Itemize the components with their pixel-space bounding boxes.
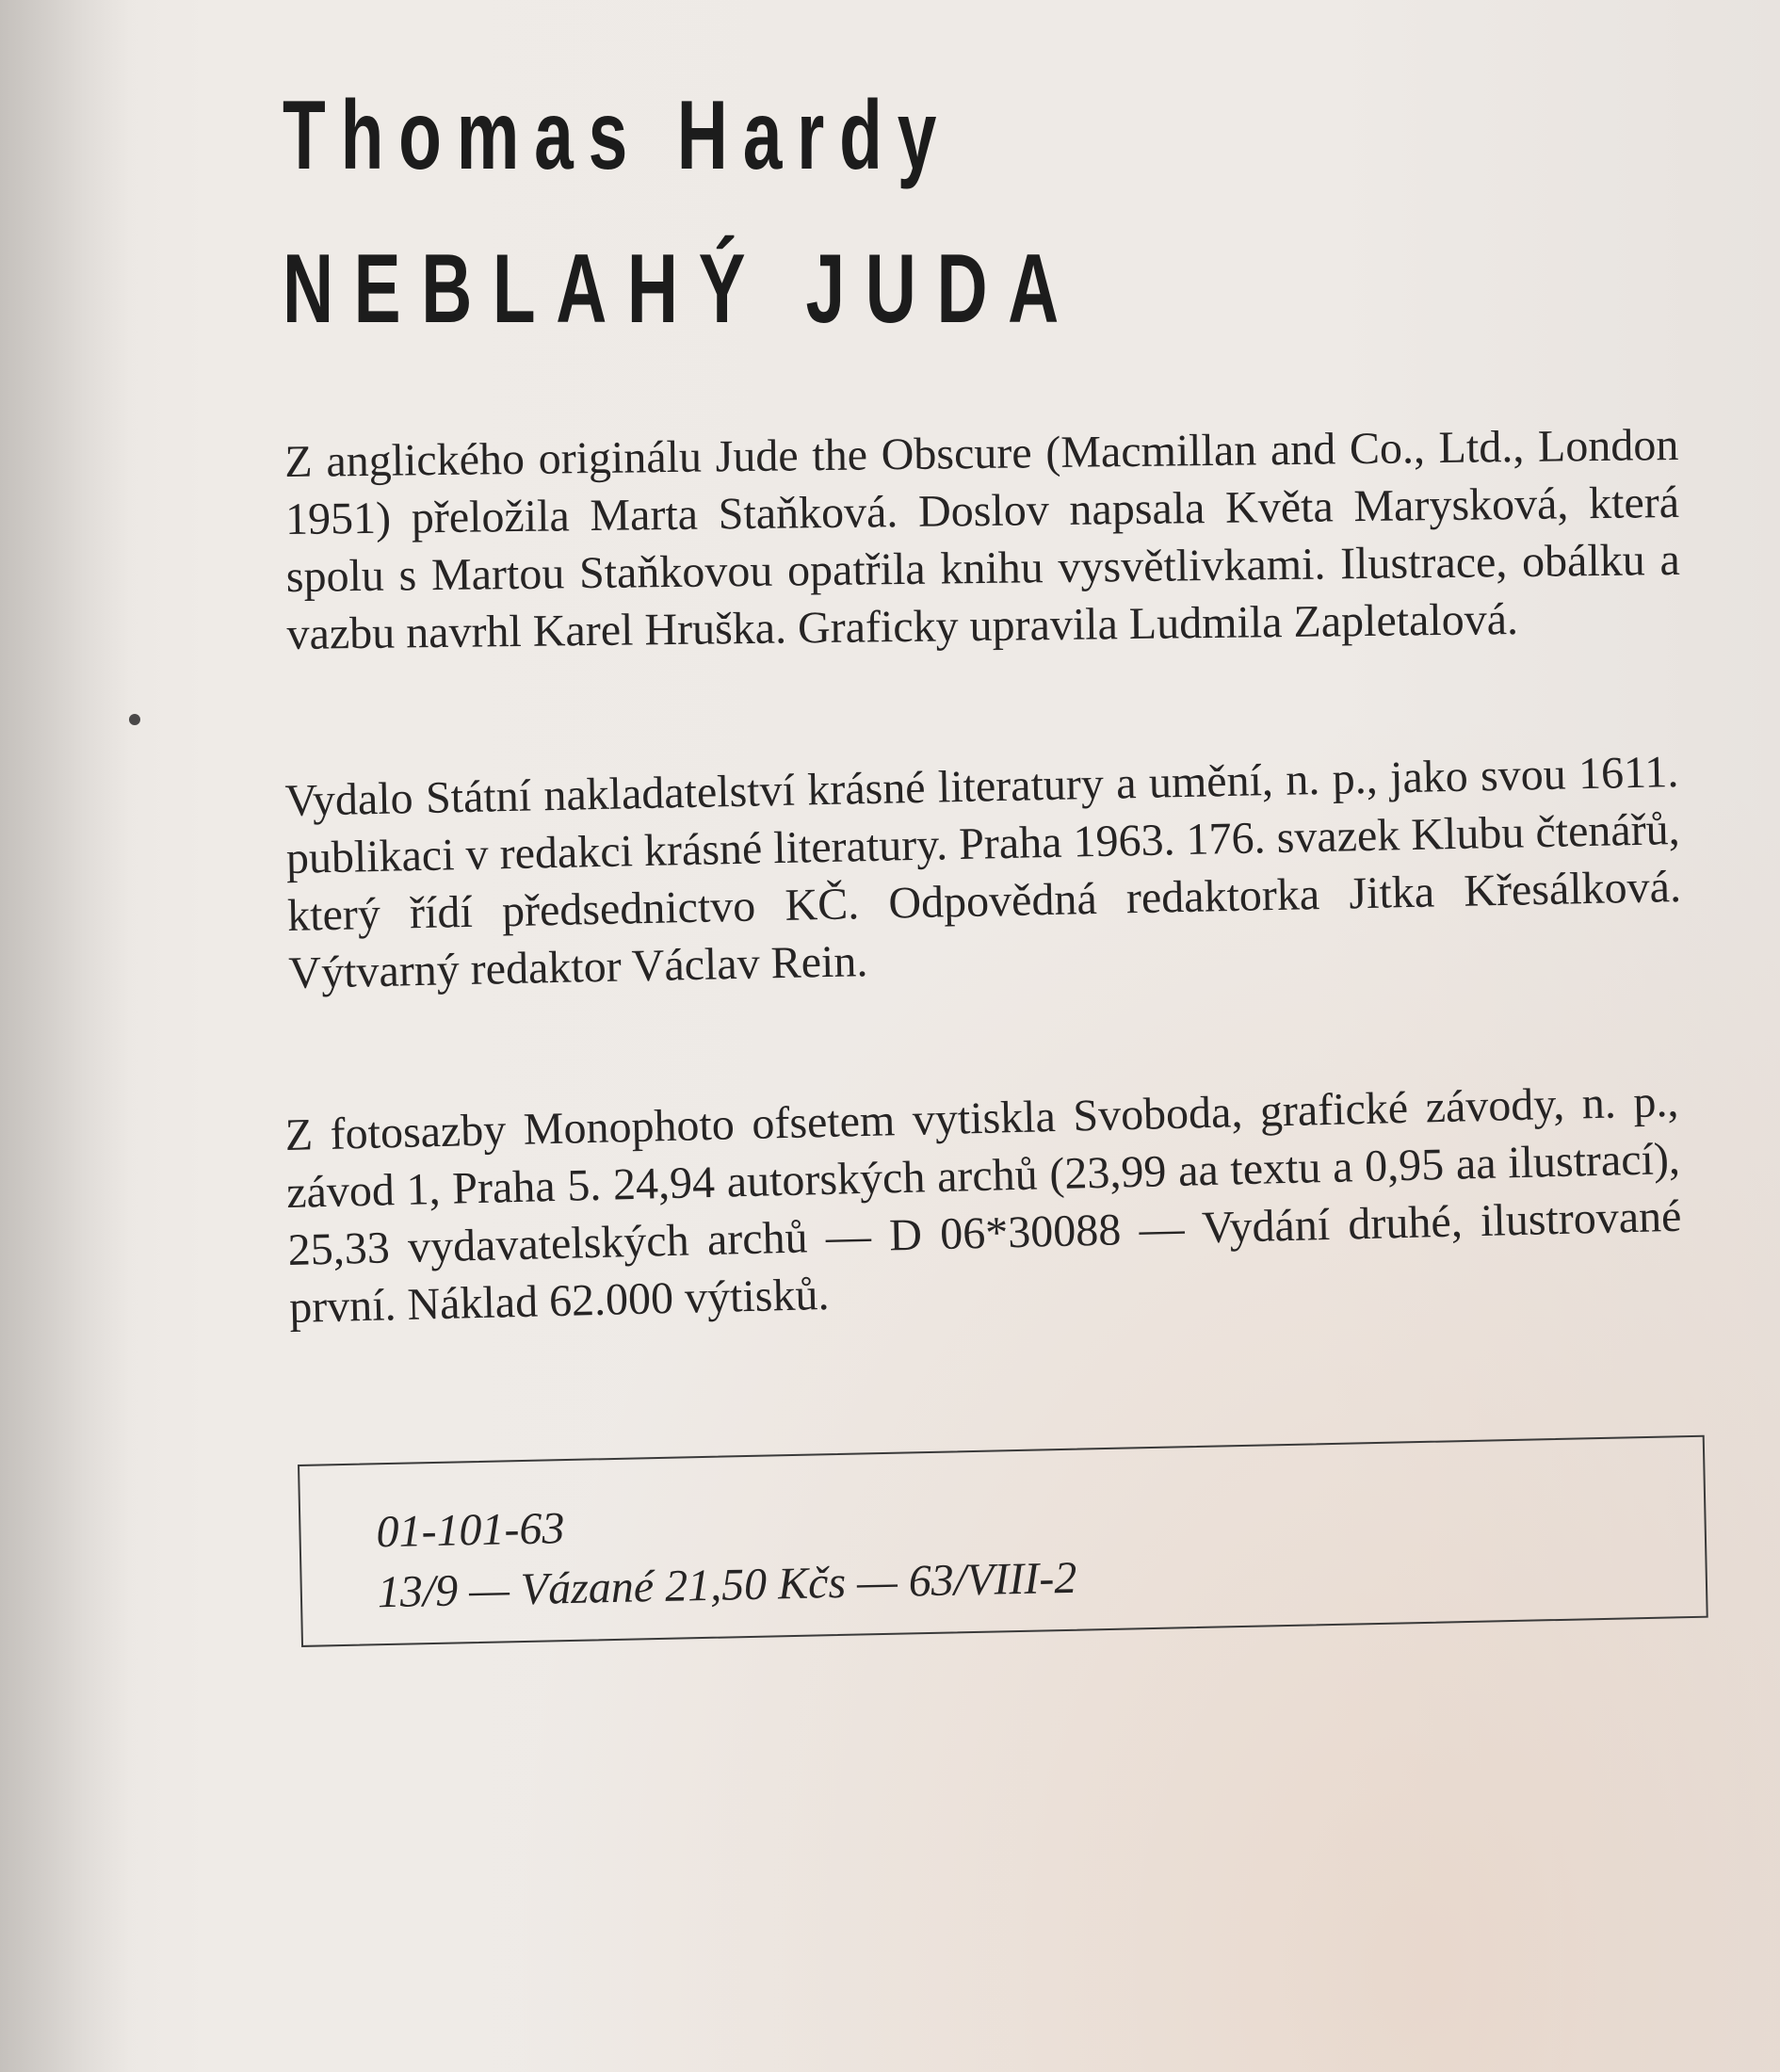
translation-credits-paragraph: Z anglického originálu Jude the Obscure (Macmillan and Co., Ltd., London 1951) přeložila Marta Staňková. Doslov napsala Květa Marysková, která spolu s Martou Staňkovou opatřila knihu vysvětlivkami. Ilustrace, obálku a vazbu navrhl Karel Hruška. Graficky upravila Ludmila Zapletalová. [284,419,1681,659]
colophon-box [298,1435,1708,1647]
price-and-binding-line: 13/9 — Vázané 21,50 Kčs — 63/VIII-2 [377,1552,1077,1618]
publication-code: 01-101-63 [375,1503,566,1558]
printing-info-paragraph: Z fotosazby Monophoto ofsetem vytiskla Svoboda, grafické závody, n. p., závod 1, Praha 5. 24,94 autorských archů (23,99 aa textu a 0,95 aa ilustrací), 25,33 vydavatelských archů — D 06*30088 — Vydání druhé, ilustrované první. Náklad 62.000 výtisků. [284,1076,1682,1333]
page-gutter-shadow [0,0,132,2072]
publisher-info-paragraph: Vydalo Státní nakladatelství krásné literatury a umění, n. p., jako svou 1611. publikaci v redakci krásné literatury. Praha 1963. 176. svazek Klubu čtenářů, který řídí předsednictvo KČ. Odpovědná redaktorka Jitka Křesálková. Výtvarný redaktor Václav Rein. [284,747,1682,998]
author-name: Thomas Hardy [283,81,952,190]
book-title: NEBLAHÝ JUDA [283,235,1079,344]
ink-speck [129,714,140,725]
